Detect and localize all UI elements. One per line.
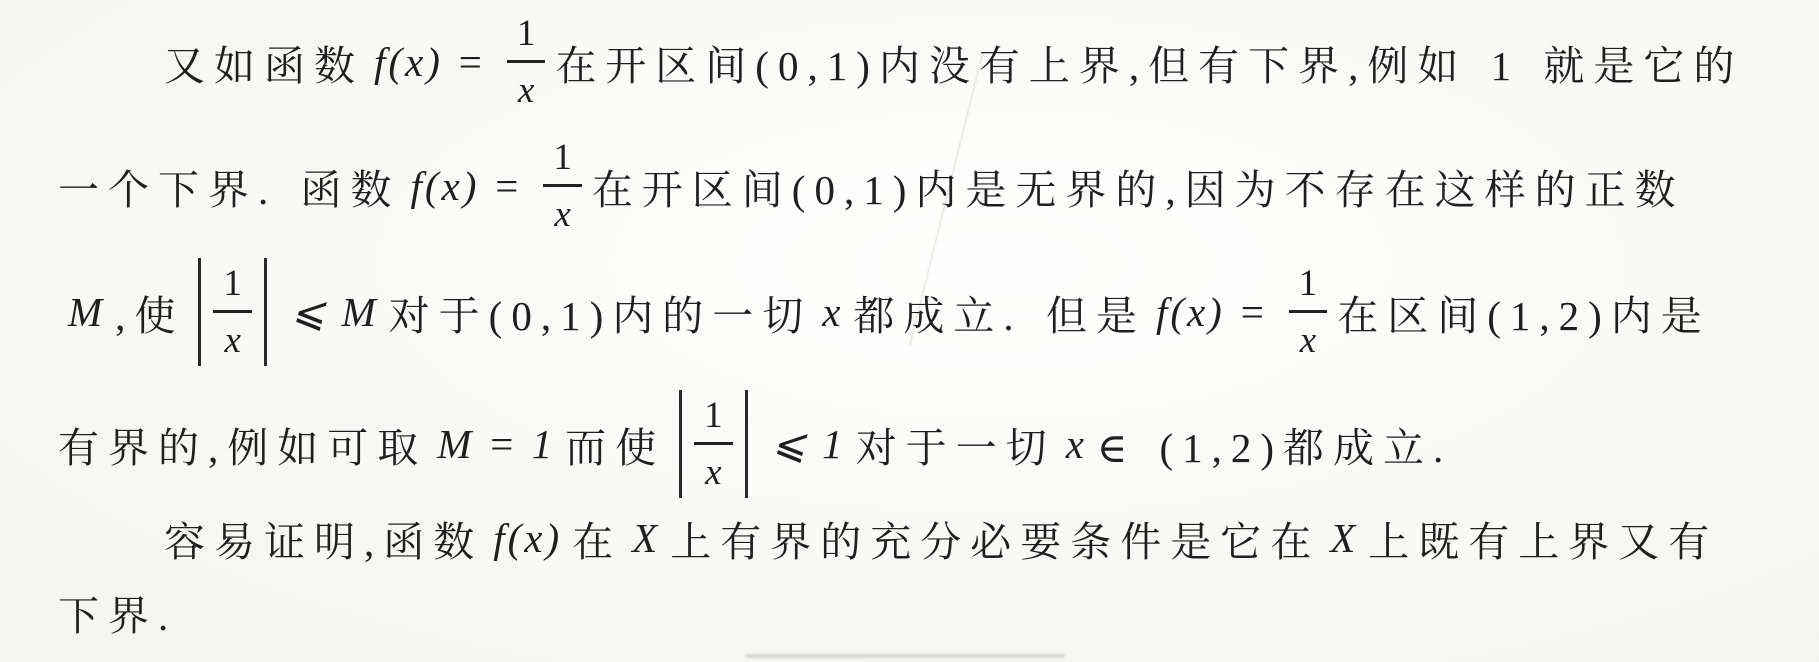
absolute-value-expression [198,258,267,366]
text-run: 上有界的充分必要条件是它在 [670,518,1321,565]
text-run: 又如函数 [164,42,364,89]
fraction-numerator: 1 [553,137,572,178]
fraction-one-over-x [1289,265,1328,359]
math-run-X: X [1330,515,1359,561]
math-run-X: X [632,515,661,561]
math-run-fx: f(x) = [374,39,487,85]
fraction-denominator: x [213,310,252,359]
math-run-leq-1: ⩽ 1 [771,421,846,467]
text-line-4 [58,378,1789,510]
fraction-one-over-x [543,139,582,233]
fraction-one-over-x [507,15,546,109]
text-run: 有界的,例如可取 [58,424,428,471]
fraction-numerator: 1 [704,395,723,436]
text-run: 一个下界. 函数 [58,166,401,213]
text-run: 在 [572,518,623,565]
text-line-2 [58,124,1789,248]
text-run: 容易证明,函数 [164,518,484,565]
text-run: 对于一切 [855,424,1056,471]
text-run: 都成立. 但是 [853,292,1146,339]
fraction-one-over-x [213,265,252,359]
text-run: 在开区间(0,1)内没有上界,但有下界,例如 1 就是它的 [555,42,1744,89]
text-run: 而使 [565,424,666,471]
math-run-leq-M: ⩽ M [290,289,379,335]
math-run-x: x [1065,421,1087,467]
text-line-6 [58,566,1789,658]
math-run-M: M [68,289,106,335]
text-run: ∈ (1,2)都成立. [1096,424,1453,471]
math-run-fx: f(x) = [1155,289,1269,335]
text-run: ,使 [115,292,185,339]
text-line-3 [58,248,1789,376]
math-run-M-equals-1: M = 1 [437,421,556,467]
text-run: 在区间(1,2)内是 [1337,292,1711,339]
fraction-numerator: 1 [1298,263,1318,304]
text-run: 上既有上界又有 [1368,518,1719,565]
math-run-fx: f(x) = [410,163,524,209]
math-run-fx: f(x) [493,515,563,561]
fraction-numerator: 1 [223,263,242,304]
fraction-denominator: x [507,60,546,109]
text-line-1 [58,0,1789,124]
fraction-one-over-x [694,397,733,491]
text-run: 对于(0,1)内的一切 [388,292,813,339]
fraction-denominator: x [543,184,582,233]
text-run: 下界. [58,592,178,639]
fraction-denominator: x [1289,310,1328,359]
math-run-x: x [822,289,844,335]
fraction-denominator: x [694,442,733,491]
fraction-numerator: 1 [516,13,536,54]
text-run: 在开区间(0,1)内是无界的,因为不存在这样的正数 [591,166,1685,213]
absolute-value-expression [679,390,748,498]
